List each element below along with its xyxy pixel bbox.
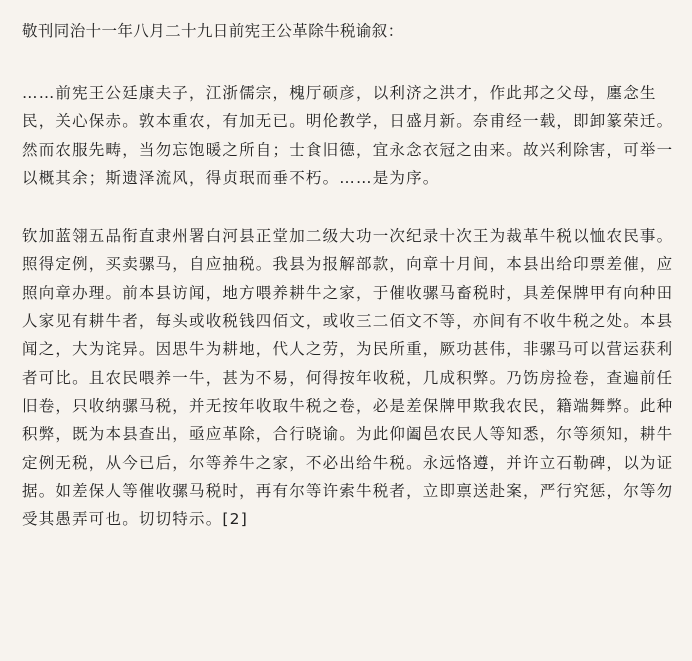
paragraph-line: 闻之，大为诧异。因思牛为耕地，代人之劳，为民所重，厥功甚伟，非骡马可以营运获利 xyxy=(22,340,674,359)
paragraph-line: 积弊，既为本县查出，亟应革除，合行晓谕。为此仰阖邑农民人等知悉，尔等须知，耕牛 xyxy=(22,425,674,444)
paragraph-line: 受其愚弄可也。切切特示。[2] xyxy=(22,510,248,529)
paragraph-line: 照向章办理。前本县访闻，地方喂养耕牛之家，于催收骡马畜税时，具差保牌甲有向种田 xyxy=(22,283,674,302)
paragraph-line: 旧卷，只收纳骡马税，并无按年收取牛税之卷，必是差保牌甲欺我农民，籍端舞弊。此种 xyxy=(22,396,674,415)
paragraph-line: 然而农服先畴，当勿忘饱暖之所自；士食旧德，宜永念衣冠之由来。故兴利除害，可举一 xyxy=(22,140,674,159)
document-heading: 敬刊同治十一年八月二十九日前宪王公革除牛税谕叙： xyxy=(22,22,404,40)
paragraph-line: 民，关心保赤。敦本重农，有加无已。明伦教学，日盛月新。奈甫经一载，即卸篆荣迁。 xyxy=(22,112,674,131)
paragraph-line: 人家见有耕牛者，每头或收税钱四佰文，或收三二佰文不等，亦间有不收牛税之处。本县 xyxy=(22,312,674,331)
paragraph-line: 钦加蓝翎五品衔直隶州署白河县正堂加二级大功一次纪录十次王为裁革牛税以恤农民事。 xyxy=(22,227,674,246)
proclamation-paragraph xyxy=(22,222,678,533)
paragraph-line: ……前宪王公廷康夫子，江浙儒宗，槐厅硕彦，以利济之洪才，作此邦之父母，廛念生 xyxy=(22,84,657,102)
paragraph-line: 定例无税，从今已后，尔等养牛之家，不必出给牛税。永远恪遵，并许立石勒碑，以为证 xyxy=(22,453,674,472)
paragraph-line: 以概其余；斯遗泽流风，得贞珉而垂不朽。……是为序。 xyxy=(22,168,440,187)
paragraph-line: 者可比。且农民喂养一牛，甚为不易，何得按年收税，几成积弊。乃饬房捡卷，查遍前任 xyxy=(22,368,674,387)
preface-paragraph xyxy=(22,79,678,192)
paragraph-line: 据。如差保人等催收骡马税时，再有尔等许索牛税者，立即禀送赴案，严行究惩，尔等勿 xyxy=(22,481,674,500)
paragraph-line: 照得定例，买卖骡马，自应抽税。我县为报解部款，向章十月间，本县出给印票差催，应 xyxy=(22,255,674,274)
